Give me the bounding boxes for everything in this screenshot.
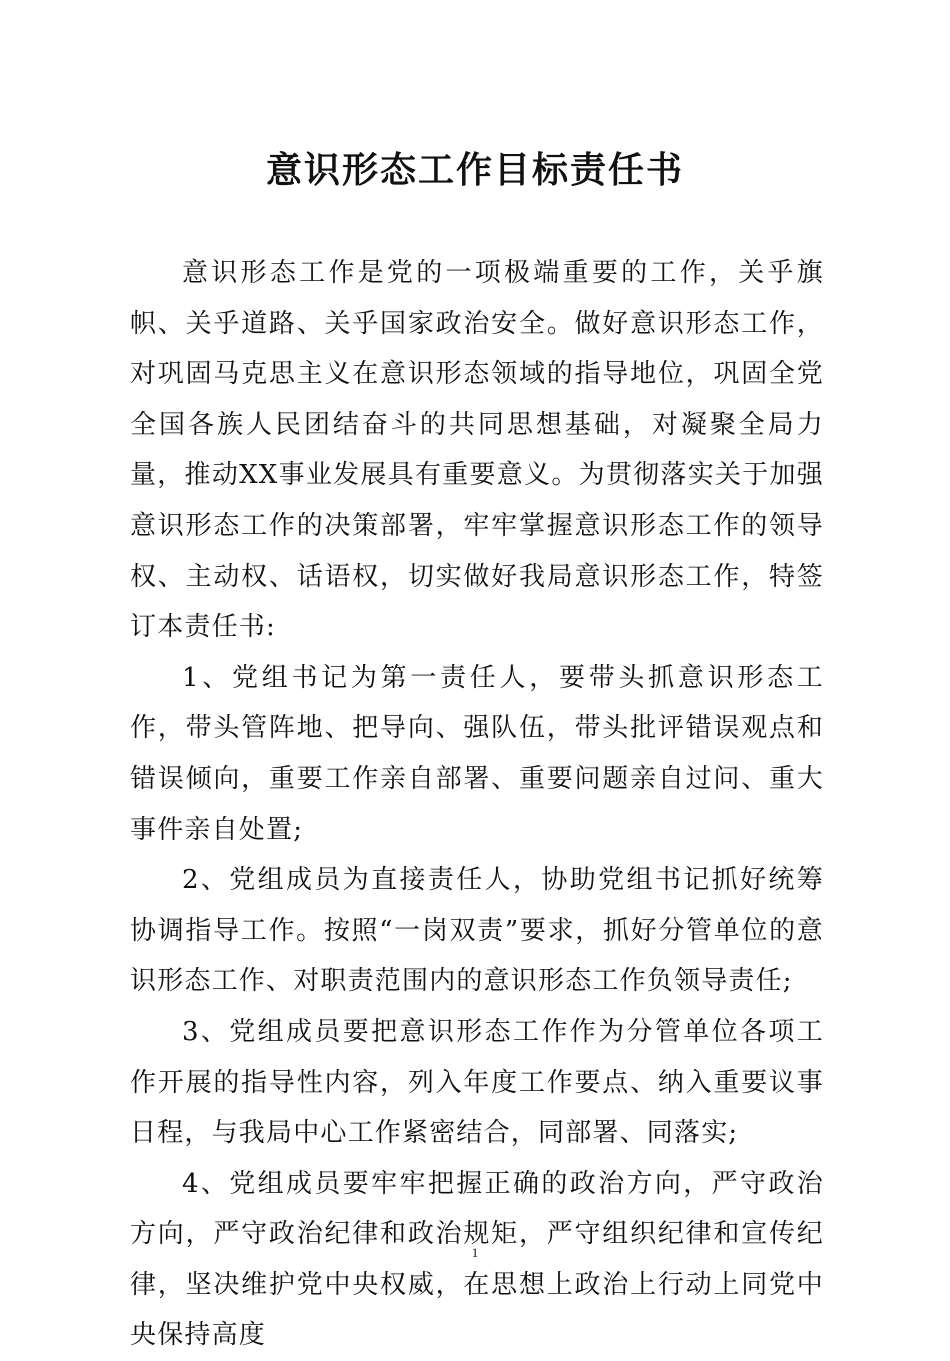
document-body — [130, 248, 824, 1361]
clause-4-paragraph: 4、党组成员要牢牢把握正确的政治方向，严守政治方向，严守政治纪律和政治规矩，严守组织纪律和宣传纪律，坚决维护党中央权威，在思想上政治上行动上同党中央保持高度 — [130, 1168, 824, 1351]
clause-2-paragraph: 2、党组成员为直接责任人，协助党组书记抓好统筹协调指导工作。按照“一岗双责”要求，抓好分管单位的意识形态工作、对职责范围内的意识形态工作负领导责任; — [130, 865, 824, 997]
document-title: 意识形态工作目标责任书 — [265, 150, 684, 191]
clause-3-paragraph: 3、党组成员要把意识形态工作作为分管单位各项工作开展的指导性内容，列入年度工作要点、纳入重要议事日程，与我局中心工作紧密结合，同部署、同落实; — [130, 1016, 824, 1149]
page-number: 1 — [471, 1245, 479, 1260]
clause-1-paragraph: 1、党组书记为第一责任人，要带头抓意识形态工作，带头管阵地、把导向、强队伍，带头批评错误观点和错误倾向，重要工作亲自部署、重要问题亲自过问、重大事件亲自处置; — [130, 662, 824, 845]
intro-paragraph: 意识形态工作是党的一项极端重要的工作，关乎旗帜、关乎道路、关乎国家政治安全。做好意识形态工作，对巩固马克思主义在意识形态领域的指导地位，巩固全党全国各族人民团结奋斗的共同思想基础，对凝聚全局力量，推动XX事业发展具有重要意义。为贯彻落实关于加强意识形态工作的决策部署，牢牢掌握意识形态工作的领导权、主动权、话语权，切实做好我局意识形态工作，特签订本责任书: — [130, 258, 824, 643]
